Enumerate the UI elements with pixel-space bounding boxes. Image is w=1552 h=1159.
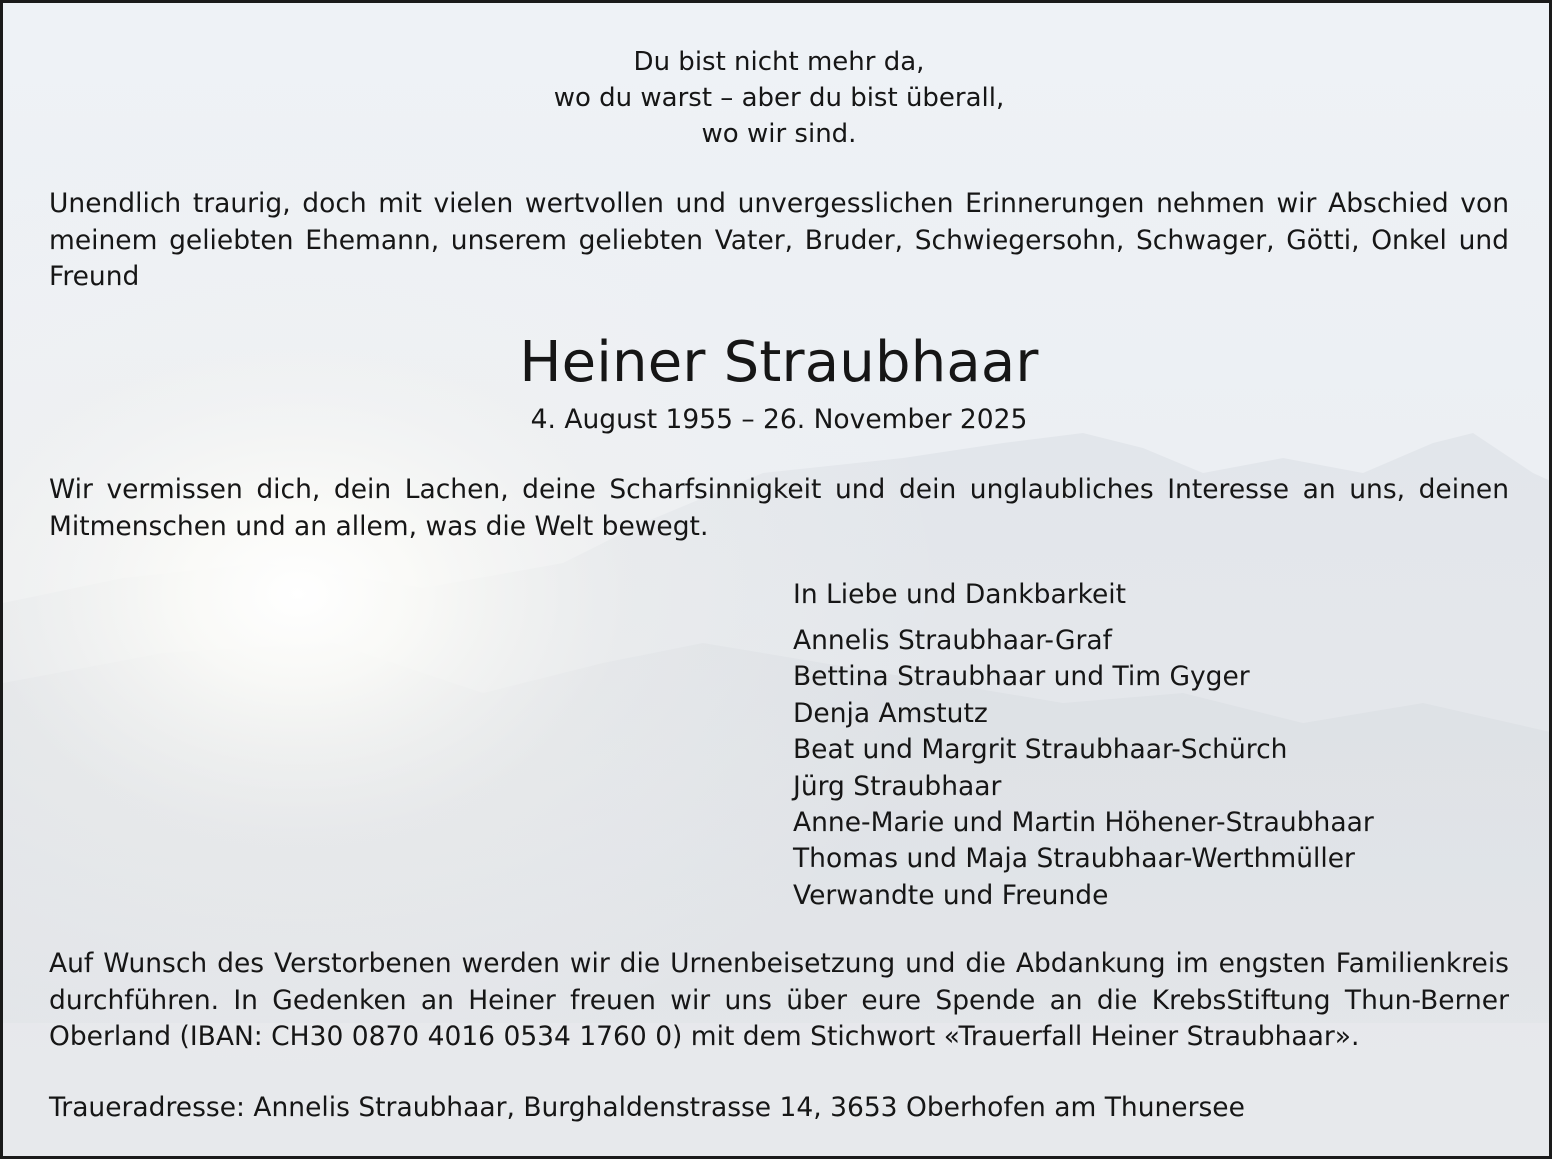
- mourner-entry: Annelis Straubhaar-Graf: [793, 625, 1112, 656]
- mourner-entry: Beat und Margrit Straubhaar-Schürch: [793, 734, 1288, 766]
- mourner-entry: Thomas und Maja Straubhaar-Werthmüller: [793, 843, 1355, 875]
- life-dates: 4. August 1955 – 26. November 2025: [530, 404, 1028, 435]
- notice-text: [3, 3, 1552, 1159]
- mourner-entry: Verwandte und Freunde: [793, 879, 1109, 911]
- poem-verse: [3, 44, 1552, 152]
- mourner-entry: Jürg Straubhaar: [793, 770, 1002, 802]
- mourners-list: [793, 623, 1513, 914]
- funeral-wishes-paragraph: Auf Wunsch des Verstorbenen werden wir die Urnenbeisetzung und die Abdankung im engsten Familienkreis durchführen. In Gedenken an Heiner freuen wir uns über eure Spende an die KrebsStiftung Thun-Berner Oberland (IBAN: CH30 0870 4016 0534 1760 0) mit dem Stichwort «Trauerfall Heiner Straubhaar».: [49, 948, 1509, 1052]
- mourning-address: Traueradresse: Annelis Straubhaar, Burghaldenstrasse 14, 3653 Oberhofen am Thunersee: [49, 1092, 1245, 1123]
- mourner-entry: Bettina Straubhaar und Tim Gyger: [793, 661, 1250, 693]
- poem-line: Du bist nicht mehr da,: [633, 47, 925, 77]
- poem-line: wo du warst – aber du bist überall,: [553, 83, 1005, 113]
- signoff-line: In Liebe und Dankbarkeit: [793, 579, 1127, 610]
- poem-line: wo wir sind.: [701, 119, 857, 149]
- mourner-entry: Anne-Marie und Martin Höhener-Straubhaar: [793, 807, 1374, 839]
- deceased-name: Heiner Straubhaar: [519, 330, 1039, 395]
- tribute-paragraph: Wir vermissen dich, dein Lachen, deine Scharfsinnigkeit und dein unglaubliches Interesse an uns, deinen Mitmenschen und an allem, was die Welt bewegt.: [49, 474, 1509, 542]
- intro-paragraph: Unendlich traurig, doch mit vielen wertvollen und unvergesslichen Erinnerungen nehmen wir Abschied von meinem geliebten Ehemann, unserem geliebten Vater, Bruder, Schwiegersohn, Schwager, Götti, Onkel und Freund: [49, 188, 1509, 292]
- mourner-entry: Denja Amstutz: [793, 697, 988, 729]
